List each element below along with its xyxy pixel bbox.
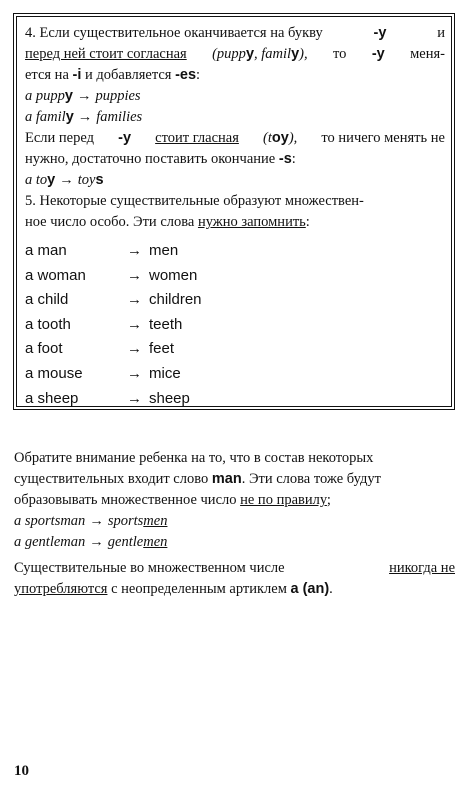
example-puppy: a puppy → puppies (25, 86, 445, 107)
rule5-line1: 5. Некоторые существительные образуют множествен- (25, 193, 364, 209)
rules-box (13, 13, 455, 410)
singular-form: a woman (25, 266, 86, 284)
singular-form: a child (25, 291, 69, 309)
arrow-icon: → (77, 109, 93, 125)
plural-form: mice (149, 364, 181, 382)
arrow-icon: → (127, 242, 142, 259)
rule4-line3: ется на -i и добавляется -es: (25, 67, 201, 83)
rule5-line2: ное число особо. Эти слова нужно запомнить: (25, 214, 310, 230)
plural-form: sheep (149, 389, 190, 407)
arrow-icon: → (89, 534, 104, 550)
arrow-icon: → (127, 291, 142, 309)
arrow-icon: → (127, 340, 142, 358)
plural-form: feet (149, 340, 175, 358)
arrow-icon: → (127, 266, 142, 284)
arrow-icon: → (127, 315, 142, 333)
rule4-examples-inline: (puppy, family), (212, 46, 308, 62)
note-man-words: Обратите внимание ребенка на то, что в состав некоторых существительных входит слово man. Эти слова тоже будут образовывать множественное число не по правилу; a sportsman → sportsmen a gentleman → gentlemen (14, 448, 455, 553)
rule4-line2: перед ней стоит согласная (puppy, family), то -y меня- (25, 44, 445, 65)
arrow-icon: → (127, 389, 142, 407)
singular-form: a mouse (25, 364, 83, 382)
note-articles: Существительные во множественном числе никогда не употребляются с неопределенным артиклем a (an). (14, 560, 455, 597)
arrow-icon: → (76, 88, 92, 104)
plural-pair (25, 362, 445, 387)
arrow-icon: → (59, 172, 74, 188)
irregular-plurals-list (25, 239, 445, 411)
arrow-icon: → (89, 513, 104, 529)
rule4-line1: 4. Если существительное оканчивается на букву -y и (25, 25, 445, 41)
plural-pair (25, 264, 445, 289)
plural-pair (25, 288, 445, 313)
plural-form: teeth (149, 315, 183, 333)
rule4-line7: нужно, достаточно поставить окончание -s: (25, 151, 296, 167)
plural-pair (25, 337, 445, 362)
singular-form: a tooth (25, 315, 71, 333)
example-sportsman: a sportsman → sportsmen (14, 511, 455, 532)
page-number: 10 (14, 763, 29, 779)
plural-form: men (149, 242, 179, 259)
example-toy: a toy → toys (25, 170, 445, 191)
arrow-icon: → (127, 364, 142, 382)
plural-pair (25, 239, 445, 264)
plural-form: children (149, 291, 202, 309)
singular-form: a foot (25, 340, 63, 358)
plural-form: women (149, 266, 198, 284)
example-gentleman: a gentleman → gentlemen (14, 532, 455, 553)
plural-pair (25, 387, 445, 412)
singular-form: a man (25, 242, 67, 259)
example-family: a family → families (25, 107, 445, 128)
plural-pair (25, 313, 445, 338)
rule4-line6: Если перед -y стоит гласная (toy), то ничего менять не (25, 130, 445, 146)
singular-form: a sheep (25, 389, 79, 407)
